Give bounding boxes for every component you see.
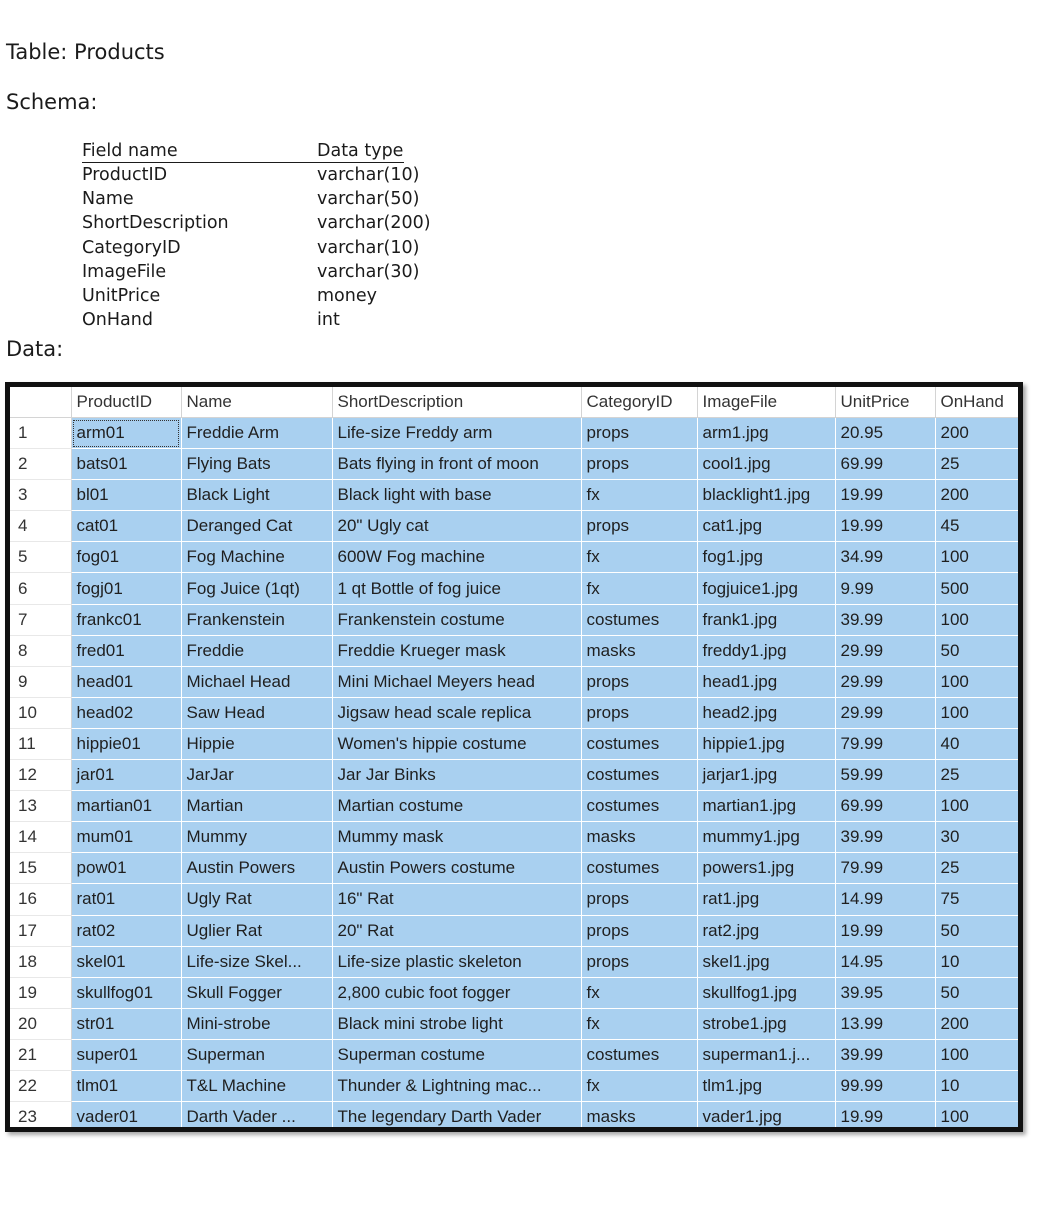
cell-productid[interactable]: head01 [71,666,181,697]
cell-imagefile[interactable]: skullfog1.jpg [697,977,835,1008]
table-row[interactable] [10,542,1018,573]
cell-name[interactable]: Fog Juice (1qt) [181,573,332,604]
cell-productid[interactable]: skullfog01 [71,977,181,1008]
cell-shortdescription[interactable]: Martian costume [332,791,581,822]
column-header-onhand[interactable]: OnHand [935,387,1018,418]
cell-categoryid[interactable]: props [581,915,697,946]
schema-row [82,211,431,235]
cell-productid[interactable]: vader01 [71,1102,181,1132]
row-number[interactable]: 16 [10,884,71,915]
cell-imagefile[interactable]: martian1.jpg [697,791,835,822]
row-number[interactable]: 10 [10,697,71,728]
cell-imagefile[interactable]: superman1.j... [697,1039,835,1070]
cell-name[interactable]: Uglier Rat [181,915,332,946]
cell-categoryid[interactable]: costumes [581,728,697,759]
cell-categoryid[interactable]: costumes [581,1039,697,1070]
cell-imagefile[interactable]: cool1.jpg [697,449,835,480]
cell-imagefile[interactable]: tlm1.jpg [697,1070,835,1101]
cell-name[interactable]: Michael Head [181,666,332,697]
cell-onhand[interactable]: 10 [935,946,1018,977]
row-number[interactable]: 9 [10,666,71,697]
cell-onhand[interactable]: 200 [935,418,1018,449]
schema-data-type: varchar(10) [317,237,420,258]
cell-unitprice[interactable]: 79.99 [835,853,935,884]
cell-onhand[interactable]: 50 [935,635,1018,666]
row-number[interactable]: 15 [10,853,71,884]
schema-field-name: ShortDescription [82,213,229,234]
row-number[interactable]: 2 [10,449,71,480]
table-title: Table: Products [6,40,165,64]
cell-productid[interactable]: arm01 [71,418,181,449]
row-number[interactable]: 12 [10,760,71,791]
cell-onhand[interactable]: 40 [935,728,1018,759]
row-number[interactable]: 23 [10,1102,71,1132]
table-row[interactable] [10,604,1018,635]
schema-row [82,284,431,308]
cell-name[interactable]: Darth Vader ... [181,1102,332,1132]
row-number[interactable]: 17 [10,915,71,946]
table-row[interactable] [10,1008,1018,1039]
cell-imagefile[interactable]: blacklight1.jpg [697,480,835,511]
schema-data-type: varchar(30) [317,261,420,282]
schema-header [82,139,404,163]
table-row[interactable] [10,853,1018,884]
cell-shortdescription[interactable]: Superman costume [332,1039,581,1070]
cell-categoryid[interactable]: masks [581,822,697,853]
cell-productid[interactable]: super01 [71,1039,181,1070]
table-row[interactable] [10,635,1018,666]
schema-data-type: money [317,285,377,306]
cell-shortdescription[interactable]: Frankenstein costume [332,604,581,635]
cell-shortdescription[interactable]: The legendary Darth Vader [332,1102,581,1132]
column-header-row [10,387,1018,418]
table-row[interactable] [10,760,1018,791]
cell-unitprice[interactable]: 29.99 [835,666,935,697]
cell-categoryid[interactable]: props [581,418,697,449]
schema-data-type: int [317,310,340,331]
cell-onhand[interactable]: 50 [935,977,1018,1008]
cell-name[interactable]: Hippie [181,728,332,759]
cell-productid[interactable]: tlm01 [71,1070,181,1101]
cell-productid[interactable]: fog01 [71,542,181,573]
table-row[interactable] [10,697,1018,728]
cell-name[interactable]: Skull Fogger [181,977,332,1008]
row-number[interactable]: 13 [10,791,71,822]
row-number[interactable]: 19 [10,977,71,1008]
cell-productid[interactable]: pow01 [71,853,181,884]
cell-unitprice[interactable]: 19.99 [835,915,935,946]
schema-field-name: ImageFile [82,261,167,282]
cell-onhand[interactable]: 100 [935,697,1018,728]
row-number[interactable]: 18 [10,946,71,977]
cell-categoryid[interactable]: fx [581,542,697,573]
cell-shortdescription[interactable]: 1 qt Bottle of fog juice [332,573,581,604]
column-header-productid[interactable]: ProductID [71,387,181,418]
table-row[interactable] [10,449,1018,480]
cell-categoryid[interactable]: fx [581,977,697,1008]
cell-shortdescription[interactable]: Freddie Krueger mask [332,635,581,666]
cell-unitprice[interactable]: 29.99 [835,697,935,728]
column-header-name[interactable]: Name [181,387,332,418]
cell-unitprice[interactable]: 79.99 [835,728,935,759]
data-label: Data: [6,337,64,361]
cell-shortdescription[interactable]: Jar Jar Binks [332,760,581,791]
schema-table [82,139,431,332]
schema-row [82,308,431,332]
schema-field-name: Name [82,189,134,210]
cell-shortdescription[interactable]: 16" Rat [332,884,581,915]
cell-categoryid[interactable]: masks [581,635,697,666]
cell-imagefile[interactable]: fogjuice1.jpg [697,573,835,604]
cell-productid[interactable]: fred01 [71,635,181,666]
cell-imagefile[interactable]: rat2.jpg [697,915,835,946]
cell-categoryid[interactable]: fx [581,573,697,604]
cell-unitprice[interactable]: 13.99 [835,1008,935,1039]
cell-productid[interactable]: jar01 [71,760,181,791]
cell-unitprice[interactable]: 39.99 [835,822,935,853]
cell-name[interactable]: Flying Bats [181,449,332,480]
cell-onhand[interactable]: 50 [935,915,1018,946]
cell-shortdescription[interactable]: Austin Powers costume [332,853,581,884]
cell-imagefile[interactable]: fog1.jpg [697,542,835,573]
table-row[interactable] [10,1039,1018,1070]
schema-row [82,260,431,284]
cell-categoryid[interactable]: props [581,697,697,728]
cell-imagefile[interactable]: head1.jpg [697,666,835,697]
cell-categoryid[interactable]: props [581,884,697,915]
schema-field-name: OnHand [82,310,153,331]
cell-productid[interactable]: str01 [71,1008,181,1039]
cell-name[interactable]: Life-size Skel... [181,946,332,977]
cell-categoryid[interactable]: costumes [581,791,697,822]
cell-unitprice[interactable]: 14.99 [835,884,935,915]
row-number[interactable]: 11 [10,728,71,759]
table-row[interactable] [10,418,1018,449]
cell-onhand[interactable]: 100 [935,791,1018,822]
column-header-unitprice[interactable]: UnitPrice [835,387,935,418]
cell-productid[interactable]: mum01 [71,822,181,853]
cell-name[interactable]: Mummy [181,822,332,853]
row-number[interactable]: 20 [10,1008,71,1039]
column-header-shortdescription[interactable]: ShortDescription [332,387,581,418]
cell-onhand[interactable]: 200 [935,480,1018,511]
cell-productid[interactable]: rat02 [71,915,181,946]
cell-categoryid[interactable]: props [581,946,697,977]
cell-productid[interactable]: skel01 [71,946,181,977]
cell-imagefile[interactable]: rat1.jpg [697,884,835,915]
table-row[interactable] [10,511,1018,542]
cell-onhand[interactable]: 100 [935,604,1018,635]
cell-shortdescription[interactable]: Mummy mask [332,822,581,853]
cell-shortdescription[interactable]: Bats flying in front of moon [332,449,581,480]
row-number[interactable]: 7 [10,604,71,635]
row-number[interactable]: 3 [10,480,71,511]
schema-data-type: varchar(200) [317,213,431,234]
cell-imagefile[interactable]: mummy1.jpg [697,822,835,853]
cell-categoryid[interactable]: props [581,666,697,697]
table-row[interactable] [10,977,1018,1008]
cell-unitprice[interactable]: 39.99 [835,1039,935,1070]
row-number[interactable]: 22 [10,1070,71,1101]
cell-name[interactable]: Black Light [181,480,332,511]
row-number[interactable]: 8 [10,635,71,666]
cell-onhand[interactable]: 25 [935,853,1018,884]
cell-shortdescription[interactable]: 2,800 cubic foot fogger [332,977,581,1008]
schema-row [82,236,431,260]
cell-productid[interactable]: bl01 [71,480,181,511]
cell-name[interactable]: Fog Machine [181,542,332,573]
schema-row [82,187,431,211]
cell-onhand[interactable]: 10 [935,1070,1018,1101]
schema-row [82,163,431,187]
cell-onhand[interactable]: 25 [935,449,1018,480]
table-row[interactable] [10,915,1018,946]
cell-shortdescription[interactable]: Black light with base [332,480,581,511]
cell-imagefile[interactable]: head2.jpg [697,697,835,728]
table-row[interactable] [10,822,1018,853]
cell-name[interactable]: Austin Powers [181,853,332,884]
cell-unitprice[interactable]: 20.95 [835,418,935,449]
table-row[interactable] [10,791,1018,822]
cell-unitprice[interactable]: 99.99 [835,1070,935,1101]
cell-categoryid[interactable]: costumes [581,853,697,884]
results-table [10,387,1019,1132]
table-row[interactable] [10,946,1018,977]
row-number[interactable]: 1 [10,418,71,449]
table-row[interactable] [10,1102,1018,1132]
cell-productid[interactable]: martian01 [71,791,181,822]
table-row[interactable] [10,666,1018,697]
cell-shortdescription[interactable]: Jigsaw head scale replica [332,697,581,728]
cell-name[interactable]: Mini-strobe [181,1008,332,1039]
schema-header-type: Data type [317,141,404,161]
cell-name[interactable]: Freddie Arm [181,418,332,449]
cell-imagefile[interactable]: powers1.jpg [697,853,835,884]
cell-onhand[interactable]: 75 [935,884,1018,915]
cell-name[interactable]: Martian [181,791,332,822]
cell-onhand[interactable]: 45 [935,511,1018,542]
cell-name[interactable]: T&L Machine [181,1070,332,1101]
cell-unitprice[interactable]: 39.95 [835,977,935,1008]
schema-field-name: UnitPrice [82,285,161,306]
cell-onhand[interactable]: 100 [935,1102,1018,1132]
cell-unitprice[interactable]: 29.99 [835,635,935,666]
cell-unitprice[interactable]: 69.99 [835,449,935,480]
cell-unitprice[interactable]: 19.99 [835,480,935,511]
row-header-corner [10,387,71,418]
table-row[interactable] [10,1070,1018,1101]
cell-unitprice[interactable]: 19.99 [835,511,935,542]
data-grid[interactable] [5,382,1023,1132]
row-number[interactable]: 6 [10,573,71,604]
cell-shortdescription[interactable]: Life-size plastic skeleton [332,946,581,977]
row-number[interactable]: 4 [10,511,71,542]
schema-label: Schema: [6,90,98,114]
cell-imagefile[interactable]: cat1.jpg [697,511,835,542]
cell-name[interactable]: Saw Head [181,697,332,728]
cell-productid[interactable]: hippie01 [71,728,181,759]
column-header-imagefile[interactable]: ImageFile [697,387,835,418]
cell-name[interactable]: Ugly Rat [181,884,332,915]
cell-name[interactable]: Frankenstein [181,604,332,635]
cell-imagefile[interactable]: arm1.jpg [697,418,835,449]
schema-header-field: Field name [82,141,178,161]
cell-unitprice[interactable]: 69.99 [835,791,935,822]
cell-productid[interactable]: rat01 [71,884,181,915]
cell-imagefile[interactable]: frank1.jpg [697,604,835,635]
schema-data-type: varchar(10) [317,165,420,185]
cell-unitprice[interactable]: 34.99 [835,542,935,573]
cell-unitprice[interactable]: 39.99 [835,604,935,635]
cell-onhand[interactable]: 30 [935,822,1018,853]
cell-shortdescription[interactable]: 20" Ugly cat [332,511,581,542]
cell-productid[interactable]: head02 [71,697,181,728]
column-header-categoryid[interactable]: CategoryID [581,387,697,418]
cell-unitprice[interactable]: 9.99 [835,573,935,604]
cell-onhand[interactable]: 500 [935,573,1018,604]
cell-categoryid[interactable]: fx [581,480,697,511]
cell-imagefile[interactable]: freddy1.jpg [697,635,835,666]
cell-categoryid[interactable]: masks [581,1102,697,1132]
cell-imagefile[interactable]: strobe1.jpg [697,1008,835,1039]
cell-name[interactable]: Superman [181,1039,332,1070]
cell-unitprice[interactable]: 59.99 [835,760,935,791]
table-row[interactable] [10,884,1018,915]
cell-imagefile[interactable]: vader1.jpg [697,1102,835,1132]
cell-productid[interactable]: fogj01 [71,573,181,604]
row-number[interactable]: 5 [10,542,71,573]
cell-onhand[interactable]: 100 [935,666,1018,697]
cell-name[interactable]: Deranged Cat [181,511,332,542]
schema-data-type: varchar(50) [317,189,420,210]
row-number[interactable]: 21 [10,1039,71,1070]
cell-productid[interactable]: bats01 [71,449,181,480]
cell-onhand[interactable]: 200 [935,1008,1018,1039]
cell-categoryid[interactable]: fx [581,1008,697,1039]
schema-field-name: CategoryID [82,237,181,258]
cell-shortdescription[interactable]: Thunder & Lightning mac... [332,1070,581,1101]
cell-productid[interactable]: cat01 [71,511,181,542]
cell-shortdescription[interactable]: Women's hippie costume [332,728,581,759]
cell-name[interactable]: Freddie [181,635,332,666]
cell-shortdescription[interactable]: Life-size Freddy arm [332,418,581,449]
cell-unitprice[interactable]: 19.99 [835,1102,935,1132]
cell-imagefile[interactable]: skel1.jpg [697,946,835,977]
cell-categoryid[interactable]: costumes [581,604,697,635]
table-row[interactable] [10,480,1018,511]
cell-imagefile[interactable]: jarjar1.jpg [697,760,835,791]
cell-imagefile[interactable]: hippie1.jpg [697,728,835,759]
cell-categoryid[interactable]: props [581,511,697,542]
cell-categoryid[interactable]: fx [581,1070,697,1101]
table-row[interactable] [10,573,1018,604]
schema-field-name: ProductID [82,165,168,185]
table-row[interactable] [10,728,1018,759]
cell-onhand[interactable]: 100 [935,1039,1018,1070]
cell-shortdescription[interactable]: Black mini strobe light [332,1008,581,1039]
cell-shortdescription[interactable]: 600W Fog machine [332,542,581,573]
cell-onhand[interactable]: 100 [935,542,1018,573]
cell-categoryid[interactable]: props [581,449,697,480]
cell-productid[interactable]: frankc01 [71,604,181,635]
cell-name[interactable]: JarJar [181,760,332,791]
cell-onhand[interactable]: 25 [935,760,1018,791]
cell-unitprice[interactable]: 14.95 [835,946,935,977]
cell-shortdescription[interactable]: Mini Michael Meyers head [332,666,581,697]
cell-categoryid[interactable]: costumes [581,760,697,791]
row-number[interactable]: 14 [10,822,71,853]
cell-shortdescription[interactable]: 20" Rat [332,915,581,946]
